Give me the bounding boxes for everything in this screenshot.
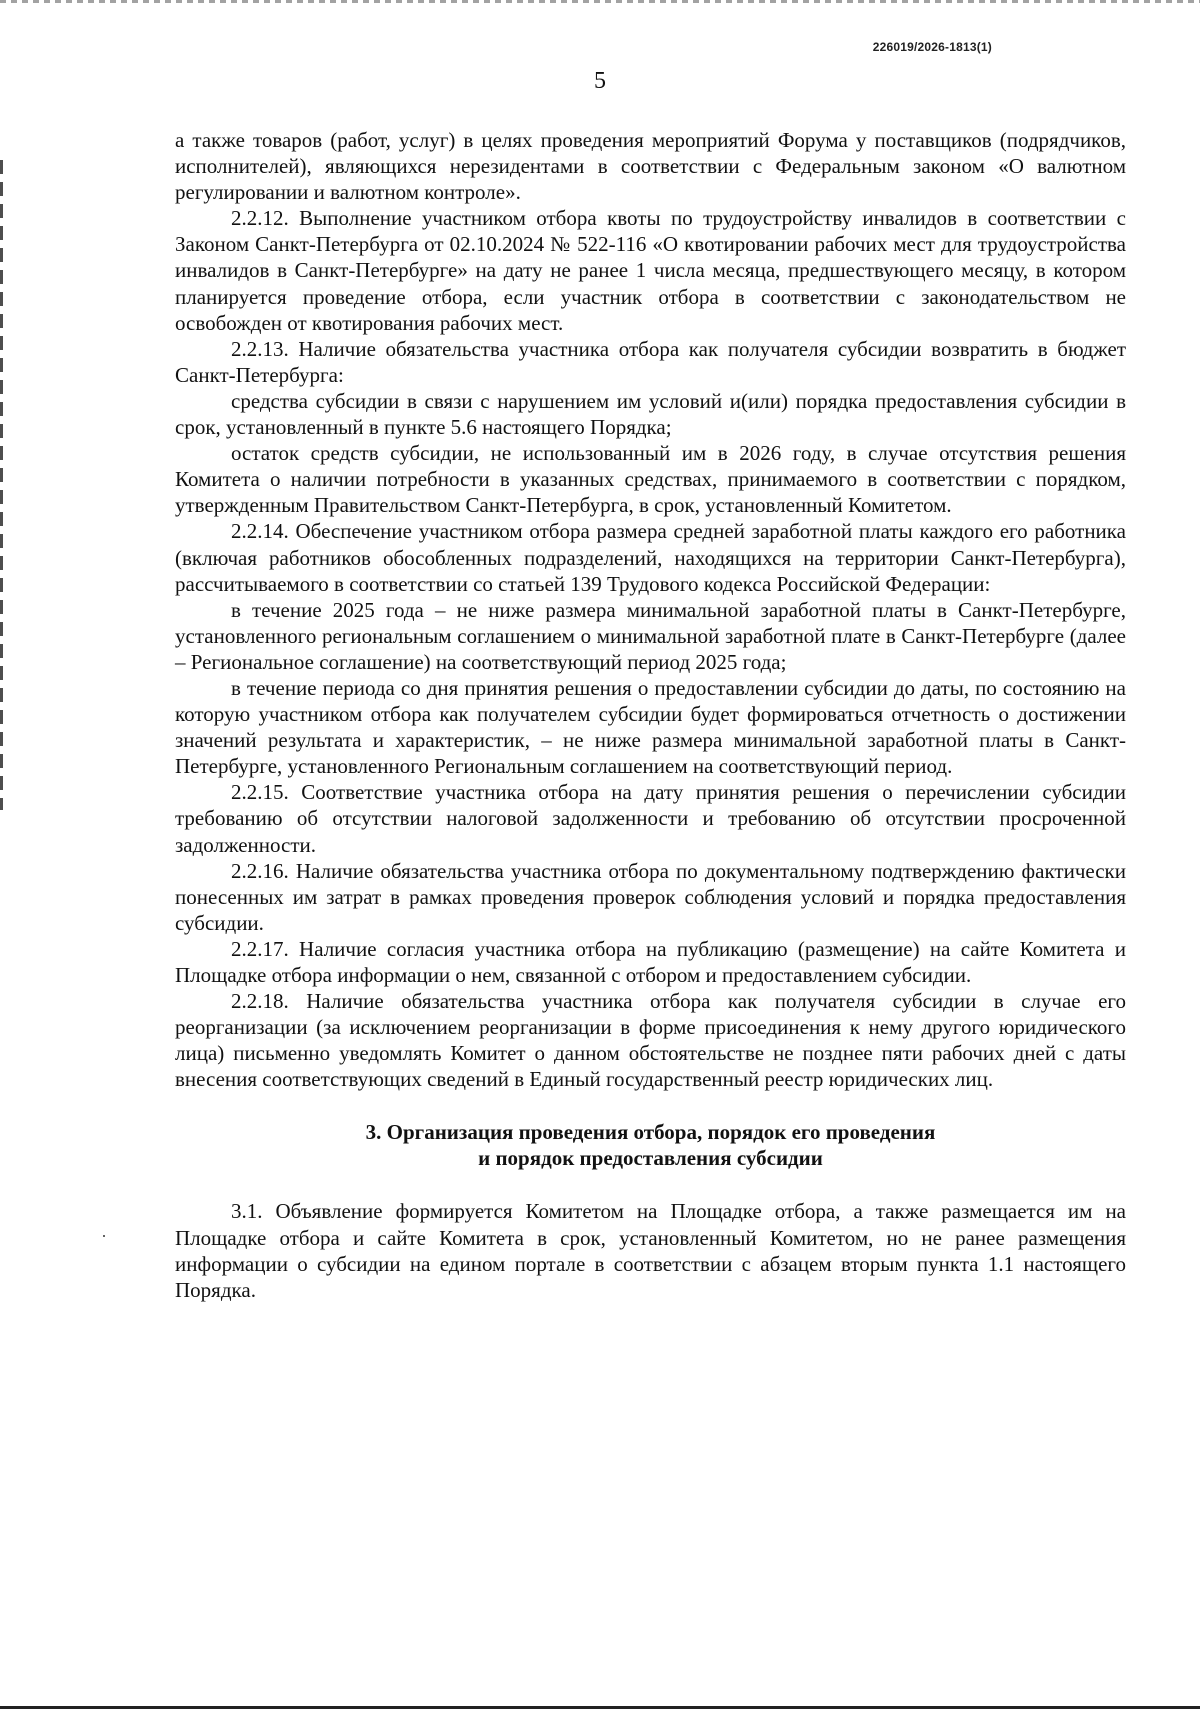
- scan-edge-left: [0, 160, 3, 810]
- paragraph-2-2-16: 2.2.16. Наличие обязательства участника отбора по документальному подтверждению фактически понесенных им затрат в рамках проведения проверок соблюдения условий и порядка предоставления субсидии.: [175, 858, 1126, 935]
- document-body: [175, 127, 1126, 1303]
- page-number: 5: [594, 68, 606, 94]
- paragraph-2-2-14: 2.2.14. Обеспечение участником отбора размера средней заработной платы каждого его работника (включая работников обособленных подразделений, находящихся на территории Санкт-Петербурга), рассчитываемого в соответствии со статьей 139 Трудового кодекса Российской Федерации:: [175, 519, 1126, 596]
- paragraph-continuation: а также товаров (работ, услуг) в целях проведения мероприятий Форума у поставщиков (подрядчиков, исполнителей), являющихся нерезидентами в соответствии с Федеральным законом «О валютном регулировании и валютном контроле».: [175, 128, 1126, 205]
- paragraph-2-2-13: 2.2.13. Наличие обязательства участника отбора как получателя субсидии возвратить в бюджет Санкт-Петербурга:: [175, 336, 1126, 387]
- paragraph-2-2-18: 2.2.18. Наличие обязательства участника отбора как получателя субсидии в случае его реорганизации (за исключением реорганизации в форме присоединения к нему другого юридического лица) письменно уведомлять Комитет о данном обстоятельстве не позднее пяти рабочих дней с даты внесения соответствующих сведений в Единый государственный реестр юридических лиц.: [175, 989, 1126, 1092]
- scan-speck: [103, 1235, 105, 1237]
- paragraph-3-1: 3.1. Объявление формируется Комитетом на Площадке отбора, а также размещается им на Площадке отбора и сайте Комитета в срок, установленный Комитетом, но не ранее размещения информации о субсидии на едином портале в соответствии с абзацем вторым пункта 1.1 настоящего Порядка.: [175, 1199, 1126, 1302]
- paragraph-2-2-17: 2.2.17. Наличие согласия участника отбора на публикацию (размещение) на сайте Комитета и Площадке отбора информации о нем, связанной с отбором и предоставлением субсидии.: [175, 936, 1126, 987]
- paragraph-2-2-14-item-2: в течение периода со дня принятия решения о предоставлении субсидии до даты, по состоянию на которую участником отбора как получателем субсидии будет формироваться отчетность о достижении значений результата и характеристик, – не ниже размера минимальной заработной платы в Санкт-Петербурге, установленного Региональным соглашением на соответствующий период.: [175, 675, 1126, 779]
- section-heading-line-1: 3. Организация проведения отбора, порядок его проведения: [365, 1120, 936, 1145]
- paragraph-2-2-13-item-1: средства субсидии в связи с нарушением им условий и(или) порядка предоставления субсидии в срок, установленный в пункте 5.6 настоящего Порядка;: [175, 388, 1126, 440]
- section-heading-line-2: и порядок предоставления субсидии: [478, 1146, 823, 1171]
- paragraph-2-2-14-item-1: в течение 2025 года – не ниже размера минимальной заработной платы в Санкт-Петербурге, установленного региональным соглашением о минимальной заработной плате в Санкт-Петербурге (далее – Региональное соглашение) на соответствующий период 2025 года;: [175, 597, 1126, 674]
- paragraph-2-2-12: 2.2.12. Выполнение участником отбора квоты по трудоустройству инвалидов в соответствии с Законом Санкт-Петербурга от 02.10.2024 № 522-116 «О квотировании рабочих мест для трудоустройства инвалидов в Санкт-Петербурге» на дату не ранее 1 числа месяца, предшествующего месяцу, в котором планируется проведение отбора, если участник отбора в соответствии с законодательством не освобожден от квотирования рабочих мест.: [175, 206, 1126, 335]
- section-heading: [175, 1119, 1126, 1171]
- scan-edge-top: [0, 0, 1200, 3]
- paragraph-2-2-13-item-2: остаток средств субсидии, не использованный им в 2026 году, в случае отсутствия решения Комитета о наличии потребности в указанных средствах, принимаемого в соответствии с порядком, утвержденным Правительством Санкт-Петербурга, в срок, установленный Комитетом.: [175, 441, 1126, 518]
- document-id: 226019/2026-1813(1): [872, 40, 992, 54]
- paragraph-2-2-15: 2.2.15. Соответствие участника отбора на дату принятия решения о перечислении субсидии требованию об отсутствии налоговой задолженности и требованию об отсутствии просроченной задолженности.: [175, 780, 1126, 857]
